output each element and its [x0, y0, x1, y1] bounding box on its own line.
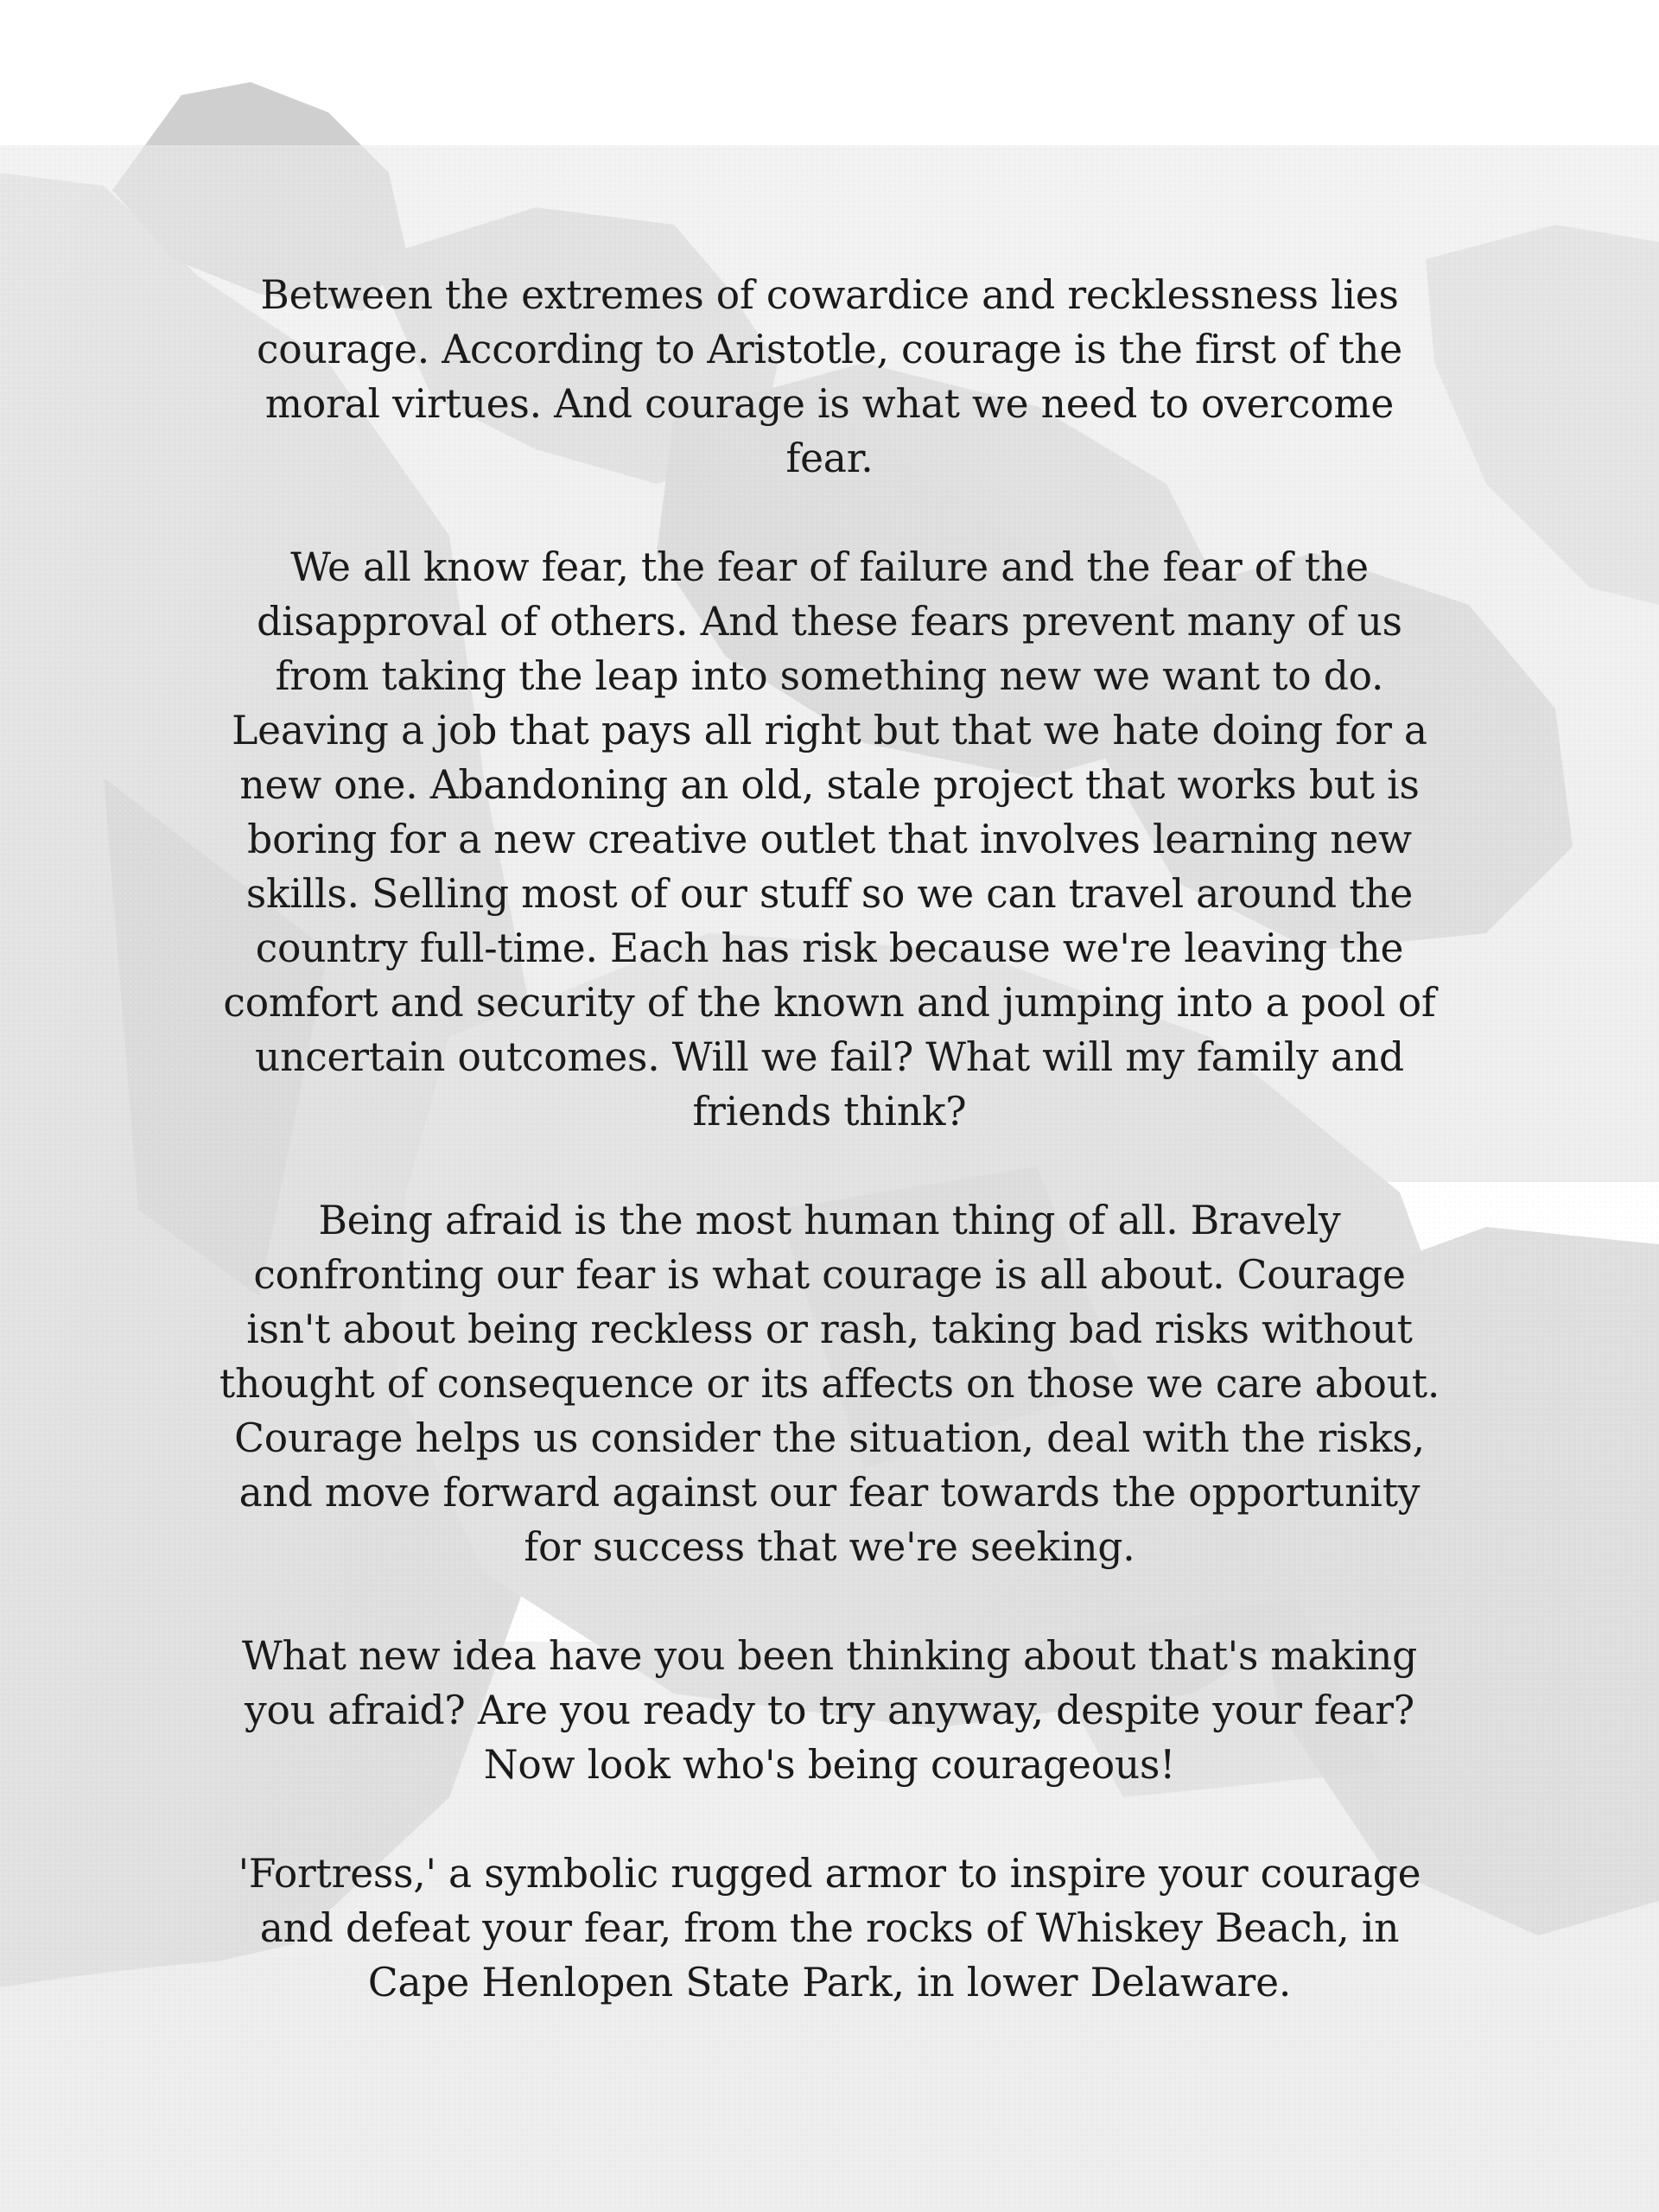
- paragraph-4: What new idea have you been thinking about that's making you afraid? Are you ready to try anyway, despite your fear? Now look who's being courageous!: [241, 1633, 1418, 1788]
- paragraph-3: Being afraid is the most human thing of all. Bravely confronting our fear is what courage is all about. Courage isn't about being reckless or rash, taking bad risks without thought of consequence or its affects on those we care about. Courage helps us consider the situation, deal with the risks, and move forward against our fear towards the opportunity for success that we're seeking.: [219, 1198, 1440, 1570]
- paragraph-5: 'Fortress,' a symbolic rugged armor to inspire your courage and defeat your fear, from the rocks of Whiskey Beach, in Cape Henlopen State Park, in lower Delaware.: [238, 1851, 1421, 2005]
- paragraph-1: Between the extremes of cowardice and recklessness lies courage. According to Aristotle, courage is the first of the moral virtues. And courage is what we need to overcome fear.: [257, 272, 1402, 481]
- paragraph-2: We all know fear, the fear of failure and the fear of the disapproval of others. And these fears prevent many of us from taking the leap into something new we want to do. Leaving a job that pays all right but that we hate doing for a new one. Abandoning an old, stale project that works but is boring for a new creative outlet that involves learning new skills. Selling most of our stuff so we can travel around the country full-time. Each has risk because we're leaving the comfort and security of the known and jumping into a pool of uncertain outcomes. Will we fail? What will my family and friends think?: [223, 544, 1436, 1135]
- essay-text: [216, 268, 1443, 2010]
